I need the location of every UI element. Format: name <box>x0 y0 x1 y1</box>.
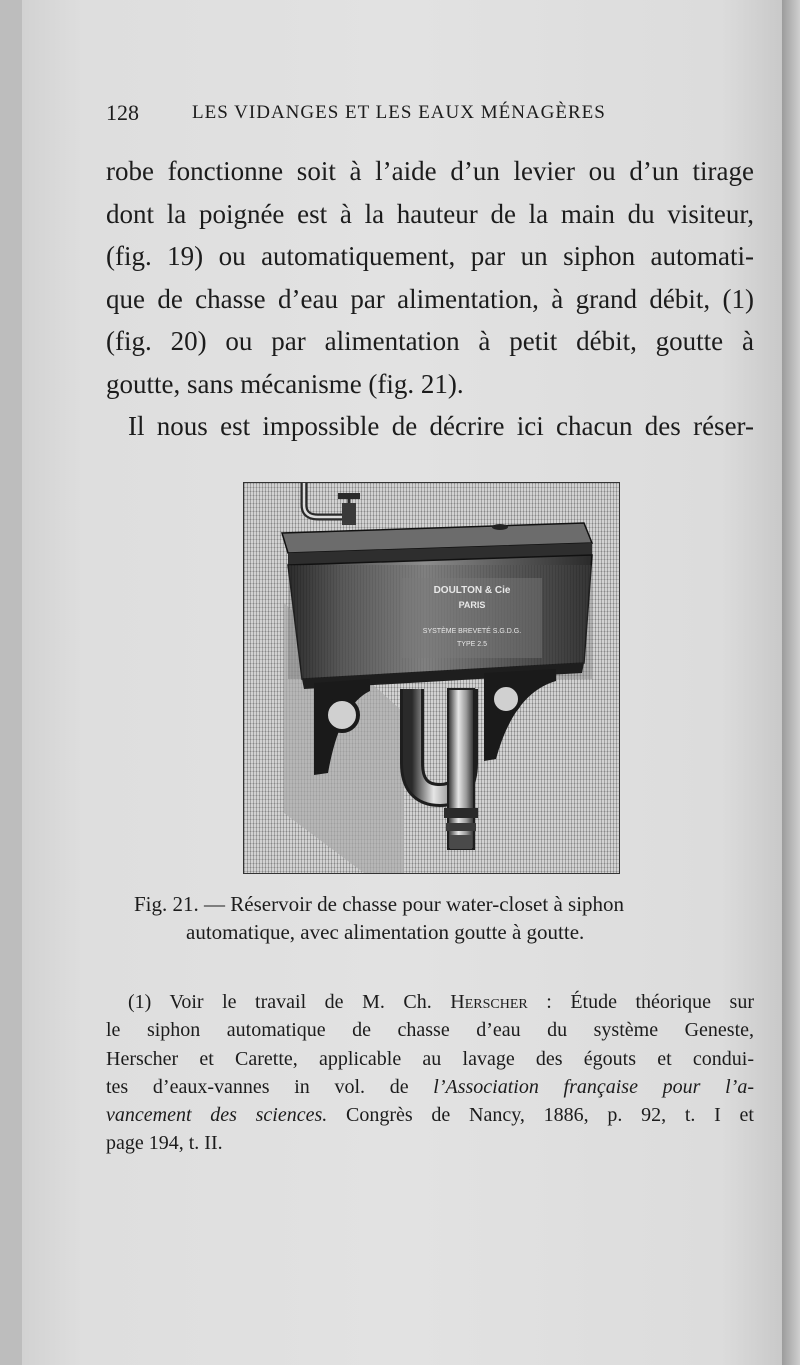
figure-caption <box>106 890 754 946</box>
body-line: que de chasse d’eau par alimentation, à grand débit, (1) <box>106 283 754 314</box>
running-title: LES VIDANGES ET LES EAUX MÉNAGÈRES <box>192 102 606 123</box>
footnote-line: page 194, t. II. <box>106 1132 223 1155</box>
tank-lettering-3: SYSTÈME BREVETÉ S.G.D.G. <box>422 628 522 635</box>
running-header <box>106 100 666 130</box>
body-paragraph <box>106 150 754 448</box>
journal-title: l’Association française pour l’a- <box>433 1075 754 1098</box>
tank-lettering-4: TYPE 2.5 <box>457 641 487 648</box>
journal-title: vancement des sciences. <box>106 1104 328 1127</box>
figure-cistern-illustration <box>243 482 620 874</box>
tank-lettering-1: DOULTON & Cie <box>433 585 511 596</box>
footnote-text: (1) Voir le travail de M. Ch. <box>128 991 451 1013</box>
footnote-line: le siphon automatique de chasse d’eau du système Geneste, <box>106 1019 754 1042</box>
body-line: (fig. 19) ou automatiquement, par un siphon automati- <box>106 241 754 271</box>
body-line: robe fonctionne soit à l’aide d’un levier ou d’un tirage <box>106 156 754 186</box>
footnote-line <box>106 1073 754 1101</box>
body-line: (fig. 20) ou par alimentation à petit débit, goutte à <box>106 326 754 356</box>
footnote <box>106 988 754 1158</box>
body-line: Il nous est impossible de décrire ici chacun des réser- <box>128 411 754 441</box>
cistern-engraving <box>244 483 619 873</box>
page-edge-shadow <box>782 0 800 1365</box>
footnote-line <box>106 988 754 1016</box>
body-line: dont la poignée est à la hauteur de la main du visiteur, <box>106 198 754 229</box>
page-number: 128 <box>106 100 139 125</box>
body-line: goutte, sans mécanisme (fig. 21). <box>106 368 464 399</box>
footnote-text: Congrès de Nancy, 1886, p. 92, t. I et <box>327 1104 754 1127</box>
tank-lettering-2: PARIS <box>458 600 486 610</box>
caption-line-1: Fig. 21. — Réservoir de chasse pour water-closet à siphon <box>134 892 625 916</box>
footnote-line <box>106 1101 754 1129</box>
footnote-text: : Étude théorique sur <box>527 991 754 1013</box>
footnote-text: tes d’eaux-vannes in vol. de <box>106 1075 434 1098</box>
caption-line-2: automatique, avec alimentation goutte à goutte. <box>186 920 585 944</box>
author-name: Herscher <box>450 991 528 1013</box>
footnote-line: Herscher et Carette, applicable au lavage des égouts et condui- <box>106 1047 754 1070</box>
